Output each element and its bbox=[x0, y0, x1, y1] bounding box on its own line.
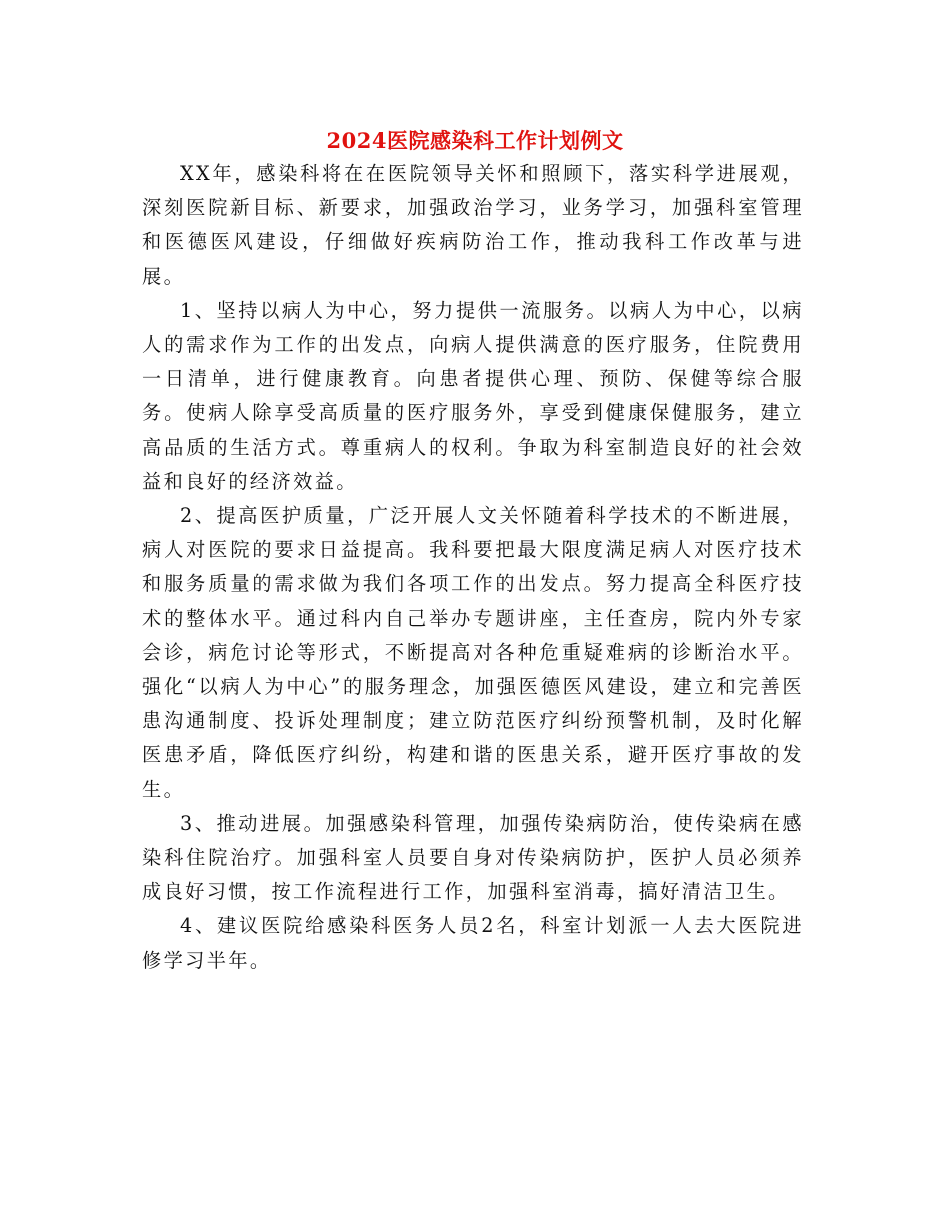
document-body bbox=[142, 157, 804, 978]
paragraph-item-4: 4、建议医院给感染科医务人员2名，科室计划派一人去大医院进修学习半年。 bbox=[142, 914, 804, 972]
paragraph-item-1: 1、坚持以病人为中心，努力提供一流服务。以病人为中心，以病人的需求作为工作的出发点，向病人提供满意的医疗服务，住院费用一日清单，进行健康教育。向患者提供心理、预防、保健等综合服务。使病人除享受高质量的医疗服务外，享受到健康保健服务，建立高品质的生活方式。尊重病人的权利。争取为科室制造良好的社会效益和良好的经济效益。 bbox=[142, 298, 804, 493]
paragraph-item-2: 2、提高医护质量，广泛开展人文关怀随着科学技术的不断进展，病人对医院的要求日益提高。我科要把最大限度满足病人对医疗技术和服务质量的需求做为我们各项工作的出发点。努力提高全科医疗技术的整体水平。通过科内自己举办专题讲座，主任查房，院内外专家会诊，病危讨论等形式，不断提高对各种危重疑难病的诊断治水平。强化“以病人为中心”的服务理念，加强医德医风建设，建立和完善医患沟通制度、投诉处理制度；建立防范医疗纠纷预警机制，及时化解医患矛盾，降低医疗纠纷，构建和谐的医患关系，避开医疗事故的发生。 bbox=[142, 504, 804, 801]
paragraph-item-3: 3、推动进展。加强感染科管理，加强传染病防治，使传染病在感染科住院治疗。加强科室人员要自身对传染病防护，医护人员必须养成良好习惯，按工作流程进行工作，加强科室消毒，搞好清洁卫生。 bbox=[142, 811, 804, 904]
paragraph-intro: XX年，感染科将在在医院领导关怀和照顾下，落实科学进展观，深刻医院新目标、新要求，加强政治学习，业务学习，加强科室管理和医德医风建设，仔细做好疾病防治工作，推动我科工作改革与进展。 bbox=[142, 162, 804, 288]
document-title: 2024医院感染科工作计划例文 bbox=[326, 128, 624, 154]
